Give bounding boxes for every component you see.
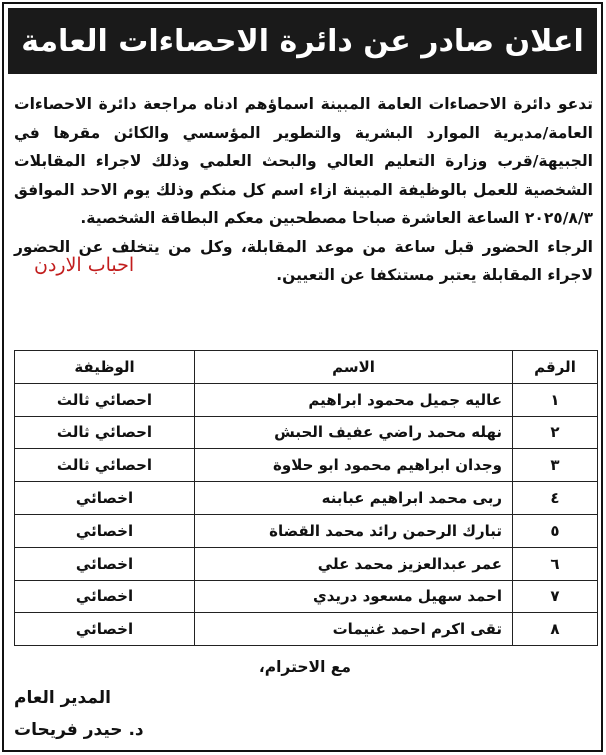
closing-text: مع الاحترام، — [258, 658, 351, 676]
row-number: ٨ — [513, 613, 598, 646]
row-name: تقى اكرم احمد غنيمات — [195, 613, 513, 646]
table-header-row — [15, 351, 598, 384]
header-name: الاسم — [195, 351, 513, 384]
table-row — [15, 416, 598, 449]
attendance-paragraph: الرجاء الحضور قبل ساعة من موعد المقابلة، وكل من يتخلف عن الحضور لاجراء المقابلة يعتبر مستنكفا عن التعيين. — [14, 237, 593, 284]
row-job: احصائي ثالث — [15, 416, 195, 449]
row-name: احمد سهيل مسعود دريدي — [195, 580, 513, 613]
signature-name: د. حيدر فريحات — [14, 720, 144, 740]
row-job: اخصائي — [15, 580, 195, 613]
row-job: احصائي ثالث — [15, 449, 195, 482]
row-number: ٦ — [513, 547, 598, 580]
table-row — [15, 449, 598, 482]
row-number: ٣ — [513, 449, 598, 482]
row-number: ٢ — [513, 416, 598, 449]
row-job: اخصائي — [15, 613, 195, 646]
table-row — [15, 514, 598, 547]
row-number: ٧ — [513, 580, 598, 613]
row-name: عاليه جميل محمود ابراهيم — [195, 383, 513, 416]
table-row — [15, 580, 598, 613]
row-job: اخصائي — [15, 514, 195, 547]
header-job: الوظيفة — [15, 351, 195, 384]
row-number: ٤ — [513, 482, 598, 515]
header-number: الرقم — [513, 351, 598, 384]
table-row — [15, 383, 598, 416]
row-name: ربى محمد ابراهيم عبابنه — [195, 482, 513, 515]
row-name: نهله محمد راضي عفيف الحبش — [195, 416, 513, 449]
table-row — [15, 482, 598, 515]
announcement-page — [2, 2, 603, 752]
row-number: ١ — [513, 383, 598, 416]
table-row — [15, 613, 598, 646]
watermark-text: احباب الاردن — [34, 254, 135, 276]
title-banner — [8, 8, 597, 74]
row-name: وجدان ابراهيم محمود ابو حلاوة — [195, 449, 513, 482]
invitation-paragraph: تدعو دائرة الاحصاءات العامة المبينة اسماؤهم ادناه مراجعة دائرة الاحصاءات العامة/مديرية الموارد البشرية والتطوير المؤسسي والكائن مقرها في الجبيهة/قرب وزارة التعليم العالي والبحث العلمي وذلك لاجراء المقابلات الشخصية للعمل بالوظيفة المبينة ازاء اسم كل منكم وذلك يوم الاحد الموافق ٢٠٢٥/٨/٣ الساعة العاشرة صباحا مصطحبين معكم البطاقة الشخصية. — [14, 95, 593, 227]
signature-title: المدير العام — [14, 688, 111, 708]
row-name: عمر عبدالعزيز محمد علي — [195, 547, 513, 580]
candidates-table — [14, 350, 598, 646]
row-job: اخصائي — [15, 547, 195, 580]
row-name: تبارك الرحمن رائد محمد القضاة — [195, 514, 513, 547]
row-job: احصائي ثالث — [15, 383, 195, 416]
table-row — [15, 547, 598, 580]
row-number: ٥ — [513, 514, 598, 547]
row-job: اخصائي — [15, 482, 195, 515]
announcement-title: اعلان صادر عن دائرة الاحصاءات العامة — [21, 23, 584, 59]
